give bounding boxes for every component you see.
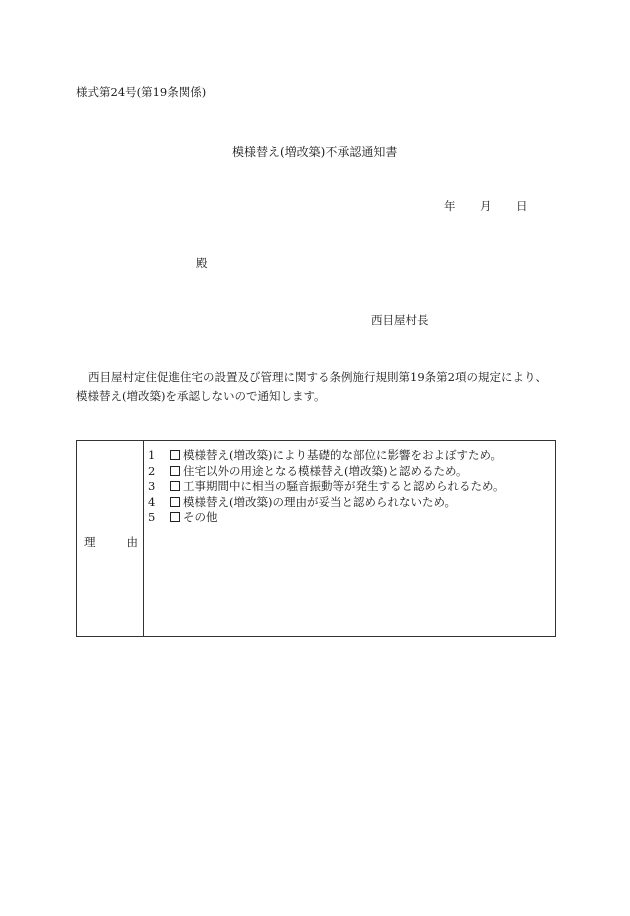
reason-item [148,479,505,495]
reason-text: 工事期間中に相当の騒音振動等が発生すると認められるため。 [183,479,505,493]
date-year-label: 年 [444,199,456,213]
reason-text: 住宅以外の用途となる模様替え(増改築)と認めるため。 [183,463,468,478]
reason-text: 模様替え(増改築)により基礎的な部位に影響をおよぼすため。 [183,448,503,462]
reason-number: 1 [148,448,156,462]
reason-item [148,448,505,464]
checkbox-icon[interactable] [170,512,180,522]
form-number: 様式第24号(第19条関係) [76,85,207,99]
reason-label-cell [77,441,144,636]
notice-body: 西目屋村定住促進住宅の設置及び管理に関する条例施行規則第19条第2項の規定により、模様替え(増改築)を承認しないので通知します。 [76,370,547,403]
reason-number: 4 [148,494,156,509]
date-day-label: 日 [516,199,528,213]
checkbox-icon[interactable] [170,466,180,476]
sender-name: 西目屋村長 [371,313,429,327]
reason-label [84,534,138,550]
checkbox-icon[interactable] [170,481,180,491]
reason-number: 5 [148,510,156,524]
checkbox-icon[interactable] [170,497,180,507]
reason-item [148,464,505,480]
reason-table [76,440,556,637]
date-month-label: 月 [480,199,492,213]
reason-list [148,448,505,526]
reason-item [148,495,505,511]
document-title: 模様替え(増改築)不承認通知書 [232,145,398,159]
reason-number: 2 [148,463,156,478]
reason-label-char: 理 [84,535,96,549]
reason-label-char: 由 [126,535,138,549]
checkbox-icon[interactable] [170,450,180,460]
addressee-suffix: 殿 [196,256,208,270]
reason-text: 模様替え(増改築)の理由が妥当と認められないため。 [183,494,457,509]
reason-item [148,510,505,526]
reason-text: その他 [183,510,218,524]
reason-number: 3 [148,479,156,493]
